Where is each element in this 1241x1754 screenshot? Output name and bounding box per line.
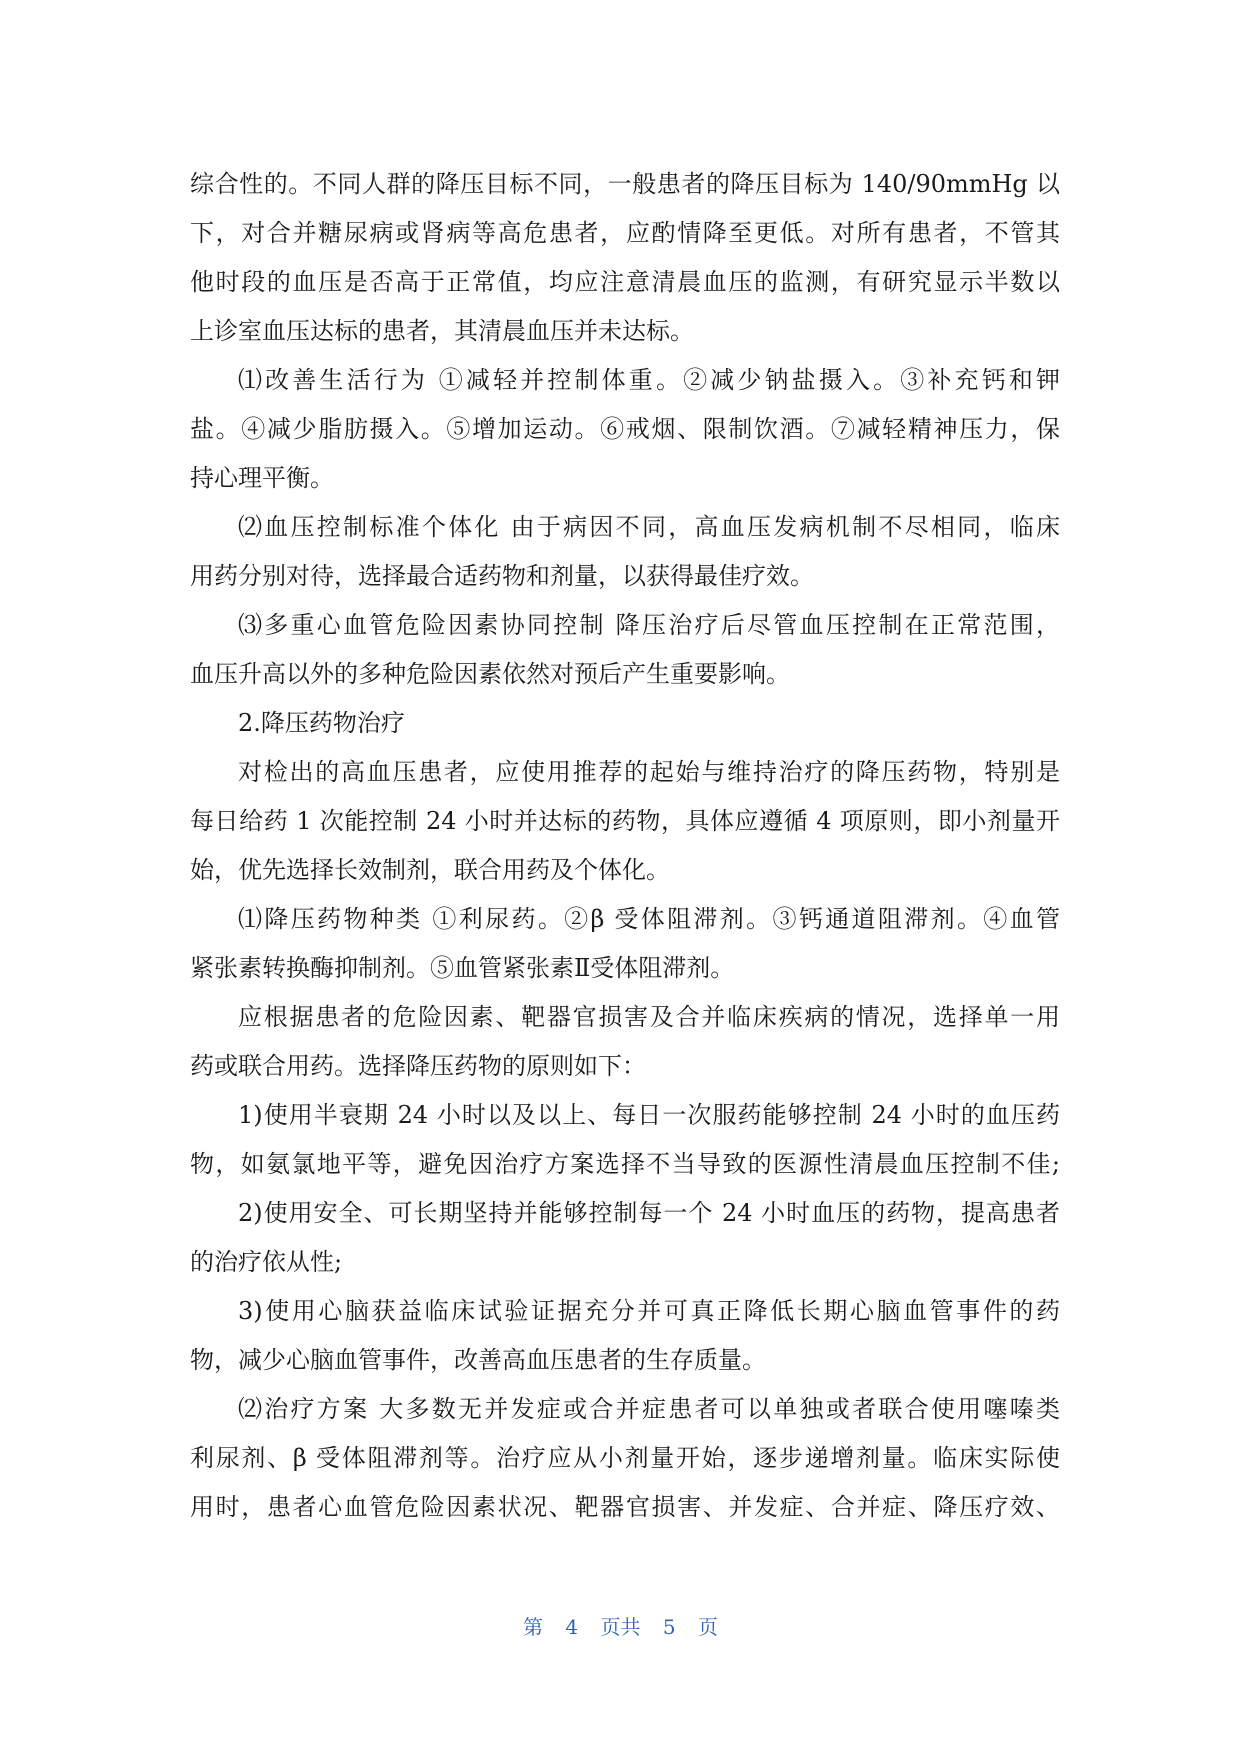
text-line: 物，如氨氯地平等，避免因治疗方案选择不当导致的医源性清晨血压控制不佳;	[190, 1150, 1060, 1178]
text-line: 用时，患者心血管危险因素状况、靶器官损害、并发症、合并症、降压疗效、	[190, 1493, 1060, 1521]
text-line: ⑶多重心血管危险因素协同控制 降压治疗后尽管血压控制在正常范围，	[238, 611, 1060, 639]
footer-label-of: 页共	[600, 1615, 641, 1639]
text-line: 2)使用安全、可长期坚持并能够控制每一个 24 小时血压的药物，提高患者	[238, 1199, 1060, 1227]
text-line: ⑵血压控制标准个体化 由于病因不同，高血压发病机制不尽相同，临床	[238, 513, 1060, 541]
text-line: 下，对合并糖尿病或肾病等高危患者，应酌情降至更低。对所有患者，不管其	[190, 219, 1060, 247]
text-line: 血压升高以外的多种危险因素依然对预后产生重要影响。	[190, 660, 790, 688]
text-line: 始，优先选择长效制剂，联合用药及个体化。	[190, 856, 670, 884]
text-line: 应根据患者的危险因素、靶器官损害及合并临床疾病的情况，选择单一用	[238, 1003, 1060, 1031]
footer-current-page: 4	[565, 1615, 579, 1639]
text-line: 物，减少心脑血管事件，改善高血压患者的生存质量。	[190, 1346, 766, 1374]
footer-label-page: 第	[523, 1615, 544, 1639]
text-line: 药或联合用药。选择降压药物的原则如下：	[190, 1052, 646, 1080]
text-line: 综合性的。不同人群的降压目标不同，一般患者的降压目标为 140/90mmHg 以	[190, 170, 1060, 198]
text-line: 利尿剂、β 受体阻滞剂等。治疗应从小剂量开始，逐步递增剂量。临床实际使	[190, 1444, 1060, 1472]
footer-total-pages: 5	[662, 1615, 676, 1639]
text-line: 他时段的血压是否高于正常值，均应注意清晨血压的监测，有研究显示半数以	[190, 268, 1060, 296]
text-line: ⑴降压药物种类 ①利尿药。②β 受体阻滞剂。③钙通道阻滞剂。④血管	[238, 905, 1060, 933]
text-line: 3)使用心脑获益临床试验证据充分并可真正降低长期心脑血管事件的药	[238, 1297, 1060, 1325]
text-line: 1)使用半衰期 24 小时以及以上、每日一次服药能够控制 24 小时的血压药	[238, 1101, 1060, 1129]
text-line: 2.降压药物治疗	[238, 709, 405, 737]
text-line: 每日给药 1 次能控制 24 小时并达标的药物，具体应遵循 4 项原则，即小剂量开	[190, 807, 1060, 835]
text-line: 上诊室血压达标的患者，其清晨血压并未达标。	[190, 317, 694, 345]
text-line: 用药分别对待，选择最合适药物和剂量，以获得最佳疗效。	[190, 562, 814, 590]
text-line: 持心理平衡。	[190, 464, 334, 492]
page-footer	[0, 1612, 1241, 1642]
text-line: 盐。④减少脂肪摄入。⑤增加运动。⑥戒烟、限制饮酒。⑦减轻精神压力，保	[190, 415, 1060, 443]
text-line: ⑴改善生活行为 ①减轻并控制体重。②减少钠盐摄入。③补充钙和钾	[238, 366, 1060, 394]
text-line: 的治疗依从性;	[190, 1248, 343, 1276]
text-line: 对检出的高血压患者，应使用推荐的起始与维持治疗的降压药物，特别是	[238, 758, 1060, 786]
text-line: 紧张素转换酶抑制剂。⑤血管紧张素Ⅱ受体阻滞剂。	[190, 954, 735, 982]
footer-label-end: 页	[697, 1615, 718, 1639]
text-line: ⑵治疗方案 大多数无并发症或合并症患者可以单独或者联合使用噻嗪类	[238, 1395, 1060, 1423]
document-body	[190, 160, 1060, 1532]
